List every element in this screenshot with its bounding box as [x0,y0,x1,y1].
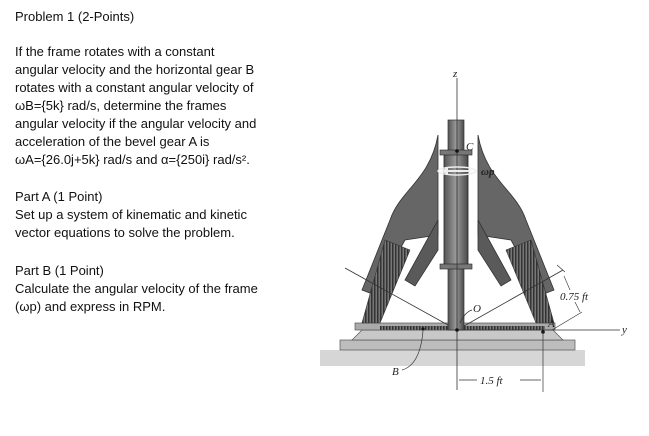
y-label: y [622,324,627,336]
part-a-line: Set up a system of kinematic and kinetic [15,207,247,222]
part-a-line: vector equations to solve the problem. [15,225,235,240]
gear-frame-diagram [320,40,649,400]
part-b [15,262,258,316]
dim-offset-label: 1.5 ft [480,375,503,387]
omega-p-label: ωp [481,166,495,178]
part-b-line: Calculate the angular velocity of the frame [15,281,258,296]
part-b-heading: Part B (1 Point) [15,263,104,278]
o-label: O [473,303,481,315]
part-a [15,188,247,242]
dim-radius-label: 0.75 ft [560,291,589,303]
problem-line: angular velocity if the angular velocity and [15,116,257,131]
problem-title: Problem 1 (2-Points) [15,9,135,24]
part-b-line: (ωp) and express in RPM. [15,299,166,314]
base-plate [340,340,575,350]
problem-line: angular velocity and the horizontal gear B [15,62,255,77]
problem-line: acceleration of the bevel gear A is [15,134,210,149]
part-a-heading: Part A (1 Point) [15,189,103,204]
ground [320,350,585,366]
problem-statement [15,43,256,169]
c-label: C [466,141,474,153]
problem-line: ωB={5k} rad/s, determine the frames [15,98,227,113]
a-label: A [548,318,555,330]
b-label: B [392,366,399,378]
z-label: z [453,68,458,80]
problem-line: ωA={26.0j+5k} rad/s and α={250i} rad/s². [15,152,250,167]
problem-line: rotates with a constant angular velocity of [15,80,254,95]
problem-line: If the frame rotates with a constant [15,44,215,59]
